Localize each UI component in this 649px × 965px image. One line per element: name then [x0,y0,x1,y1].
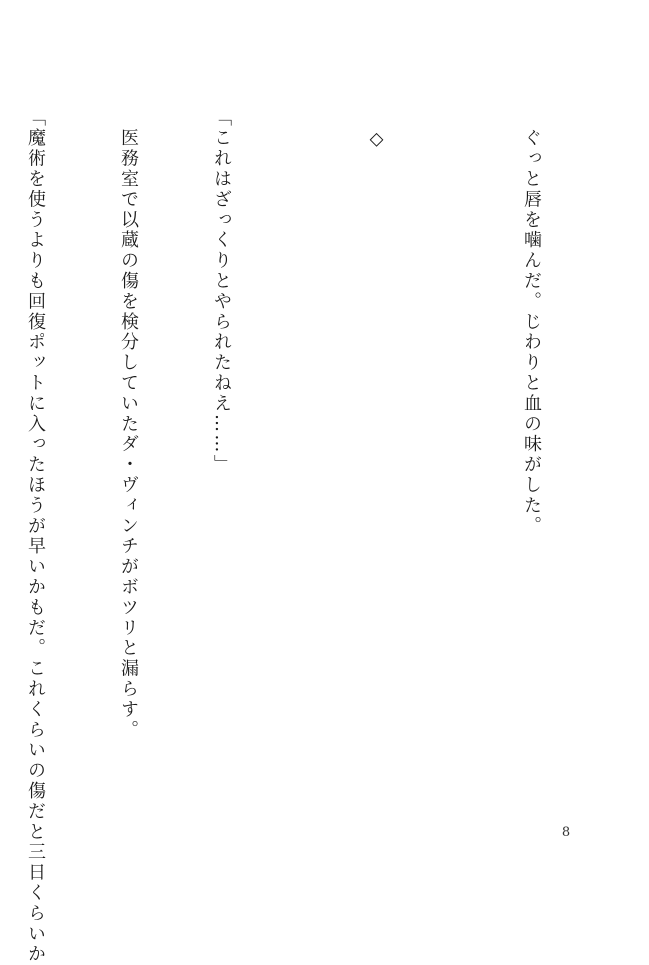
vertical-text-block [25,108,609,965]
page-number: 8 [561,825,571,840]
scene-break-diamond: ◇ [366,108,387,152]
text-line: 医務室で以蔵の傷を検分していたダ・ヴィンチがボツリと漏らす。 [118,108,139,741]
text-line: 「これはざっくりとやられたねえ……」 [211,108,232,476]
text-line: 「魔術を使うよりも回復ポットに入ったほうが早いかもだ。これくらいの傷だと三日くらいか [25,108,46,965]
text-line: ぐっと唇を噛んだ。じわりと血の味がした。 [521,108,542,537]
